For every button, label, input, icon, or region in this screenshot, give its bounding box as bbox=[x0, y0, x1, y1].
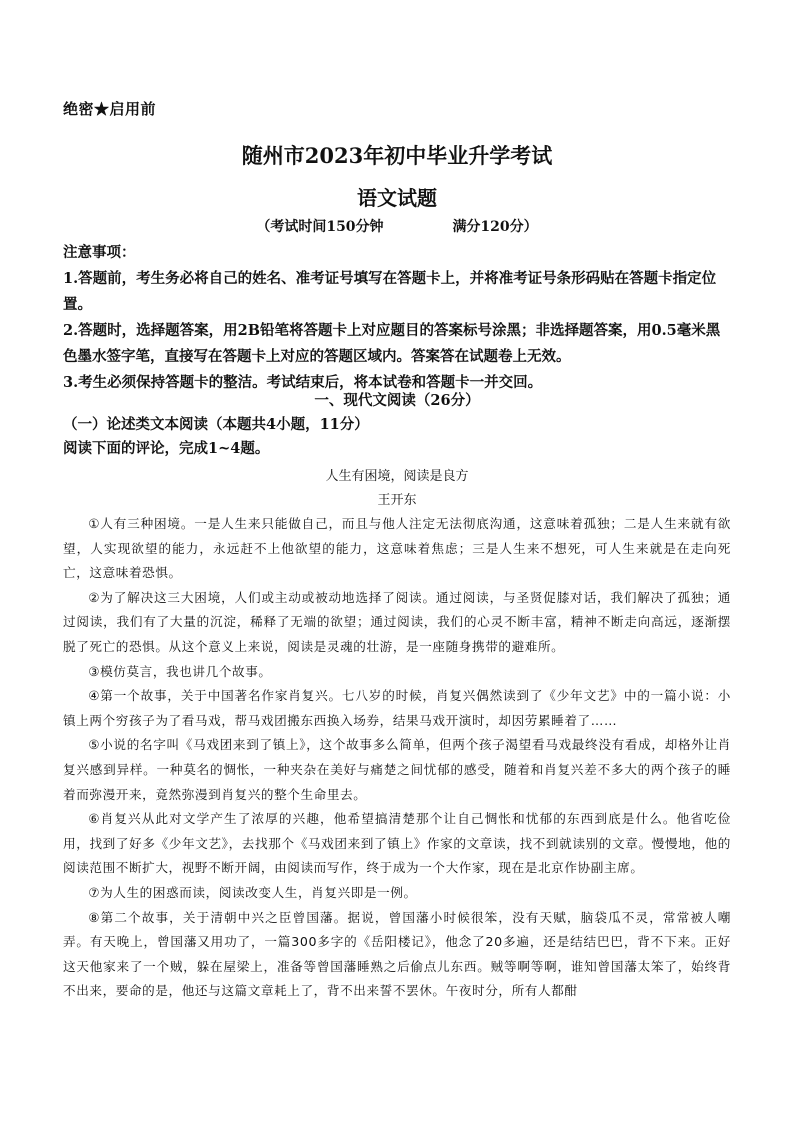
subject-title: 语文试题 bbox=[357, 186, 437, 210]
full-score: 满分120分） bbox=[452, 219, 538, 235]
article-paragraph: ③模仿莫言，我也讲几个故事。 bbox=[88, 663, 272, 679]
exam-time: （考试时间150分钟 bbox=[256, 219, 384, 235]
notes-item: 1.答题前，考生务必将自己的姓名、准考证号填写在答题卡上，并将准考证号条形码贴在答题卡指定位置。 bbox=[63, 270, 717, 313]
notes-item: 2.答题时，选择题答案，用2B铅笔将答题卡上对应题目的答案标号涂黑；非选择题答案，用0.5毫米黑色墨水签字笔，直接写在答题卡上对应的答题区域内。答案答在试题卷上无效。 bbox=[63, 322, 721, 365]
section-heading: 一、现代文阅读（26分） bbox=[314, 392, 480, 409]
article-paragraph: ②为了解决这三大困境，人们或主动或被动地选择了阅读。通过阅读，与圣贤促膝对话，我们解决了孤独；通过阅读，我们有了大量的沉淀，稀释了无端的欲望；通过阅读，我们的心灵不断丰富，精神不断走向高远，逐渐摆脱了死亡的恐惧。从这个意义上来说，阅读是灵魂的壮游，是一座随身携带的避难所。 bbox=[63, 589, 731, 654]
article-paragraph: ④第一个故事，关于中国著名作家肖复兴。七八岁的时候，肖复兴偶然读到了《少年文艺》中的一篇小说：小镇上两个穷孩子为了看马戏，帮马戏团搬东西换入场券，结果马戏开演时，却因劳累睡着了…… bbox=[63, 688, 731, 728]
notes-block bbox=[63, 240, 731, 396]
article-paragraph: ⑧第二个故事，关于清朝中兴之臣曾国藩。据说，曾国藩小时候很笨，没有天赋，脑袋瓜不灵，常常被人嘲弄。有天晚上，曾国藩又用功了，一篇300多字的《岳阳楼记》，他念了20多遍，还是结结巴巴，背不下来。正好这天他家来了一个贼，躲在屋梁上，准备等曾国藩睡熟之后偷点儿东西。贼等啊等啊，谁知曾国藩太笨了，始终背不出来，要命的是，他还与这篇文章耗上了，背不出来誓不罢休。午夜时分，所有人都酣 bbox=[63, 909, 731, 999]
article-body bbox=[63, 512, 731, 1004]
article-paragraph: ①人有三种困境。一是人生来只能做自己，而且与他人注定无法彻底沟通，这意味着孤独；二是人生来就有欲望，人实现欲望的能力，永远赶不上他欲望的能力，这意味着焦虑；三是人生来不想死，可人生来就是在走向死亡，这意味着恐惧。 bbox=[63, 516, 731, 581]
notes-title: 注意事项： bbox=[63, 244, 136, 261]
article-title: 人生有困境，阅读是良方 bbox=[325, 469, 469, 484]
article-author: 王开东 bbox=[377, 493, 417, 508]
article-paragraph: ⑦为人生的困惑而读，阅读改变人生，肖复兴即是一例。 bbox=[88, 884, 417, 900]
reading-instruction: 阅读下面的评论，完成1~4题。 bbox=[63, 440, 270, 457]
article-paragraph: ⑤小说的名字叫《马戏团来到了镇上》，这个故事多么简单，但两个孩子渴望看马戏最终没有看成，却格外让肖复兴感到异样。一种莫名的惆怅，一种夹杂在美好与痛楚之间忧郁的感受，随着和肖复兴差不多大的两个孩子的睡着而弥漫开来，竟然弥漫到肖复兴的整个生命里去。 bbox=[63, 737, 731, 802]
exam-meta bbox=[0, 216, 794, 236]
article-paragraph: ⑥肖复兴从此对文学产生了浓厚的兴趣，他希望搞清楚那个让自己惆怅和忧郁的东西到底是什么。他省吃俭用，找到了好多《少年文艺》，去找那个《马戏团来到了镇上》作家的文章读，找不到就读别的文章。慢慢地，他的阅读范围不断扩大，视野不断开阔，由阅读而写作，终于成为一个大作家，现在是北京作协副主席。 bbox=[63, 811, 731, 876]
subsection-heading: （一）论述类文本阅读（本题共4小题，11分） bbox=[63, 416, 369, 433]
exam-title: 随州市2023年初中毕业升学考试 bbox=[241, 143, 553, 168]
confidential-label: 绝密★启用前 bbox=[63, 100, 157, 118]
notes-item: 3.考生必须保持答题卡的整洁。考试结束后，将本试卷和答题卡一并交回。 bbox=[63, 374, 543, 391]
